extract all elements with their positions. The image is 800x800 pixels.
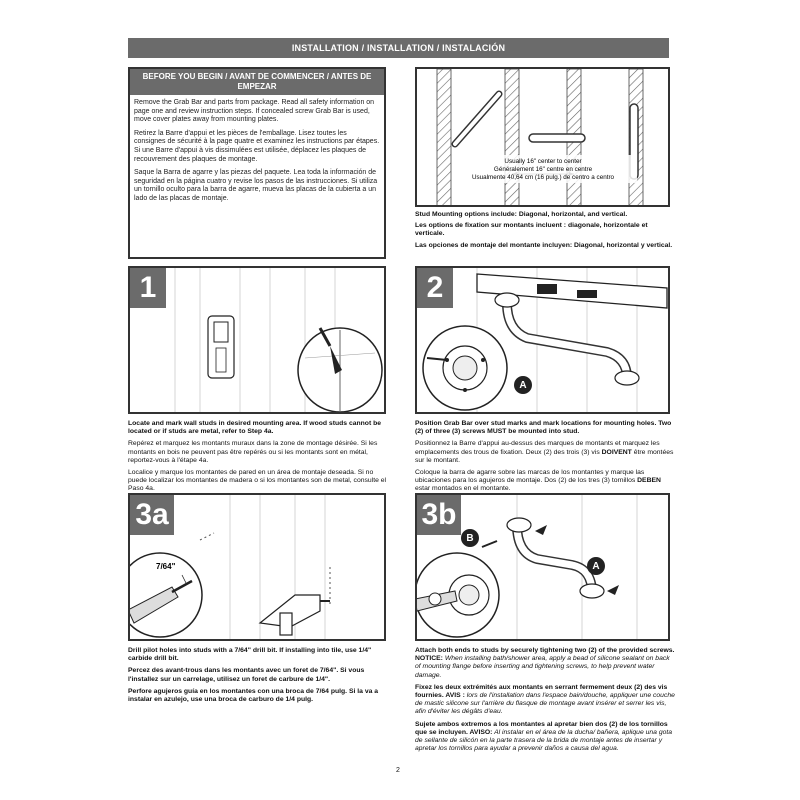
stud-caption-en: Stud Mounting options include: Diagonal, horizontal, and vertical. (415, 211, 628, 218)
step-2-en-pre: Position Grab Bar over stud marks and mark locations for mounting holes. Two (2) of three (3) screws (415, 420, 672, 436)
callout-b: B (461, 529, 479, 547)
callout-a: A (514, 376, 532, 394)
step-2-fr-post: être montées sur le montant. (415, 448, 674, 464)
step-1-text-es: Localice y marque los montantes de pared en un área de montaje deseada. Si no puede localizar los montantes de madera o si los montantes son de metal, consulte el Paso 4a. (128, 469, 387, 493)
step-2-es-pre: Coloque la barra de agarre sobre las marcas de los montantes y marque las ubicaciones para los agujeros de montaje. Dos (2) de los tres (3) tornillos (415, 469, 645, 485)
step-2-fr-doivent: DOIVENT (601, 448, 632, 456)
step-3a-text-es: Perfore agujeros guía en los montantes con una broca de 7/64 pulg. Si la va a instalar en azulejo, use una broca de carburo de 1/4 pulg. (128, 687, 379, 704)
step-3b-en-italic: When installing bath/shower area, apply a bead of silicone sealant on back of mounting flange before inserting and tightening screws, to help prevent water damage. (415, 655, 670, 679)
step-3a-text-en: Drill pilot holes into studs with a 7/64" drill bit. If installing into tile, use 1/4" carbide drill bit. (128, 647, 372, 663)
callout-a: A (587, 557, 605, 575)
before-you-begin-es: Saque la Barra de agarre y las piezas del paquete. Lea toda la información de seguridad en la página cuatro y revise los pasos de las instrucciones. Si utiliza un tornillo oculto para la barra de agarre, mueva las placas de la cubierta a un lado de las placas de montaje. (134, 169, 378, 202)
step-number: 2 (417, 268, 453, 308)
stud-spacing-label-fr: Généralement 16" centre en centre (493, 166, 593, 173)
step-3b-es-notice: AVISO: (469, 728, 493, 736)
page-number: 2 (396, 767, 400, 774)
step-2-en-post: be mounted into stud. (506, 428, 580, 436)
before-you-begin-box (128, 67, 386, 259)
step-1-text-fr: Repérez et marquez les montants muraux dans la zone de montage désirée. Si les montants en bois ne peuvent pas être repérés ou si les montants sont en métal, reportez-vous à l'étape 4a. (128, 440, 378, 464)
step-3b-illustration (415, 493, 670, 641)
step-2-fr-pre: Positionnez la Barre d'appui au-dessus des marques de montants et marquez les emplacements des trous de fixation. Deux (2) des trois (3) vis (415, 440, 660, 456)
step-3b-text (415, 647, 677, 757)
step-3a-illustration (128, 493, 386, 641)
step-3b-fr-italic: lors de l'installation dans l'espace bain/douche, appliquer une couche de mastic silicone sur l'arrière du flasque de montage avant insérer et serrer les vis, afin d'éviter les dégâts d'eau. (415, 692, 675, 716)
stud-caption (415, 211, 675, 253)
drill-bit-size-label: 7/64" (156, 562, 176, 571)
stud-mounting-illustration (415, 67, 670, 207)
step-3a-text-fr: Percez des avant-trous dans les montants avec un foret de 7/64". Si vous l'installez sur un carrelage, utilisez un foret de carbure de 1/4". (128, 667, 365, 683)
step-number: 3a (130, 495, 174, 535)
step-3b-es-italic: Al instalar en el área de la ducha/ bañera, aplique una gota de sellante de silicón en la parte trasera de la brida de montaje antes de insertar y apretar los tornillos para ayudar a prevenir daños a causa del agua. (415, 728, 673, 753)
before-you-begin-fr: Retirez la Barre d'appui et les pièces de l'emballage. Lisez toutes les consignes de sécurité à la page quatre et examinez les instructions par étapes. Si une Barre d'appui à vis dissimulées est utilisée, déplacez les plaques de recouvrement des plaques de montage. (134, 129, 380, 163)
step-1-text-en: Locate and mark wall studs in desired mounting area. If wood studs cannot be located or if studs are metal, refer to Step 4a. (128, 420, 382, 436)
before-you-begin-title: BEFORE YOU BEGIN / AVANT DE COMMENCER / ANTES DE EMPEZAR (130, 69, 384, 95)
step-number: 3b (417, 495, 461, 535)
step-2-es-deben: DEBEN (637, 477, 661, 485)
step-number: 1 (130, 268, 166, 308)
stud-spacing-label-en: Usually 16" center to center (504, 158, 582, 165)
step-1-illustration (128, 266, 386, 414)
step-3b-en-notice: NOTICE: (415, 655, 443, 663)
step-2-en-must: MUST (487, 428, 507, 436)
stud-spacing-label-es: Usualmente 40,64 cm (16 pulg.) de centro a centro (471, 174, 615, 181)
step-2-text (415, 420, 677, 498)
step-3b-fr-pre: Fixez les deux extrémités aux montants en serrant fermement deux (2) des vis fournies. (415, 683, 668, 700)
step-1-text (128, 420, 390, 498)
step-2-es-post: estar montados en el montante. (415, 485, 511, 493)
before-you-begin-en: Remove the Grab Bar and parts from package. Read all safety information on page one and review instruction steps. If concealed screw Grab Bar is used, move cover plates away from mounting plates. (134, 99, 375, 124)
page-title: INSTALLATION / INSTALLATION / INSTALACIÓN (128, 38, 669, 58)
stud-caption-es: Las opciones de montaje del montante incluyen: Diagonal, horizontal y vertical. (415, 241, 673, 249)
step-3b-en-pre: Attach both ends to studs by securely tightening two (2) of the provided screws. (415, 647, 675, 654)
stud-caption-fr: Les options de fixation sur montants incluent : diagonale, horizontale et verticale. (415, 222, 648, 238)
step-2-illustration (415, 266, 670, 414)
step-3b-es-pre: Sujete ambos extremos a los montantes al apretar bien dos (2) de los tornillos que se incluyen. (415, 720, 668, 736)
step-3a-text (128, 647, 390, 708)
step-3b-fr-notice: AVIS : (445, 692, 465, 700)
